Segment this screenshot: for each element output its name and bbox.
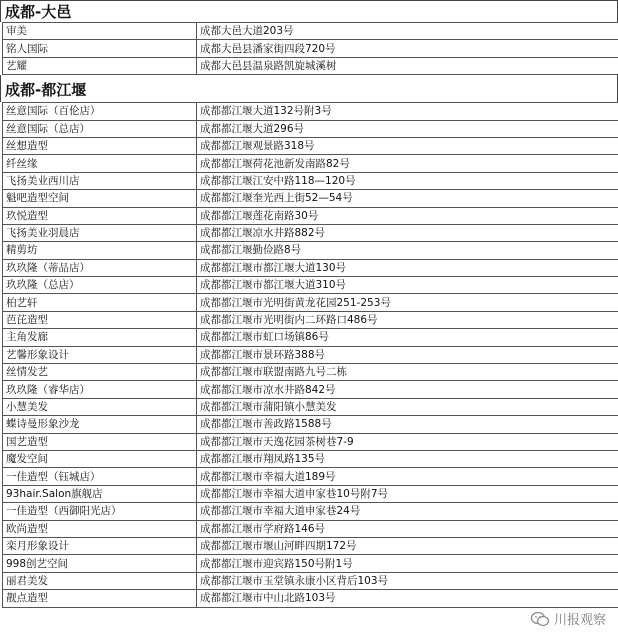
table-row bbox=[3, 433, 618, 450]
salon-name: 蝶诗曼形象沙龙 bbox=[3, 416, 197, 433]
salon-address: 成都都江堰市景环路388号 bbox=[197, 346, 618, 363]
table-row bbox=[3, 190, 618, 207]
salon-address: 成都都江堰莲花南路30号 bbox=[197, 207, 618, 224]
table-dayi bbox=[2, 22, 618, 75]
salon-address: 成都都江堰市幸福大道申家巷24号 bbox=[197, 503, 618, 520]
table-row bbox=[3, 503, 618, 520]
table-row bbox=[3, 416, 618, 433]
salon-name: 一佳造型（钰城店） bbox=[3, 468, 197, 485]
salon-name: 艺耀 bbox=[3, 57, 197, 74]
table-row bbox=[3, 224, 618, 241]
salon-address: 成都大邑大道203号 bbox=[197, 23, 618, 40]
table-row bbox=[3, 398, 618, 415]
salon-name: 魔发空间 bbox=[3, 450, 197, 467]
salon-name: 一佳造型（西御阳光店） bbox=[3, 503, 197, 520]
salon-address: 成都都江堰大道296号 bbox=[197, 120, 618, 137]
salon-name: 丽君美发 bbox=[3, 572, 197, 589]
salon-name: 丝情发艺 bbox=[3, 364, 197, 381]
table-row bbox=[3, 450, 618, 467]
salon-address: 成都大邑县温泉路凯旋城溪树 bbox=[197, 57, 618, 74]
table-row bbox=[3, 120, 618, 137]
salon-name: 玖悦造型 bbox=[3, 207, 197, 224]
section-title-dayi: 成都-大邑 bbox=[0, 0, 618, 22]
salon-address: 成都大邑县潘家街四段720号 bbox=[197, 40, 618, 57]
table-row bbox=[3, 381, 618, 398]
salon-address: 成都都江堰市联盟南路九号二栋 bbox=[197, 364, 618, 381]
salon-address: 成都都江堰市都江堰大道310号 bbox=[197, 277, 618, 294]
table-row bbox=[3, 259, 618, 276]
table-row bbox=[3, 207, 618, 224]
table-row bbox=[3, 155, 618, 172]
salon-address: 成都都江堰观景路318号 bbox=[197, 137, 618, 154]
salon-address: 成都都江堰勤俭路8号 bbox=[197, 242, 618, 259]
salon-name: 小慧美发 bbox=[3, 398, 197, 415]
salon-name: 丝想造型 bbox=[3, 137, 197, 154]
table-row bbox=[3, 364, 618, 381]
salon-address: 成都都江堰市迎宾路150号附1号 bbox=[197, 555, 618, 572]
salon-name: 玖玖隆（蒂品店） bbox=[3, 259, 197, 276]
table-row bbox=[3, 40, 618, 57]
salon-address: 成都都江堰荷花池新发南路82号 bbox=[197, 155, 618, 172]
watermark bbox=[530, 609, 606, 628]
table-row bbox=[3, 311, 618, 328]
salon-address: 成都都江堰市光明街内二环路口486号 bbox=[197, 311, 618, 328]
salon-address: 成都都江堰市善政路1588号 bbox=[197, 416, 618, 433]
salon-name: 丝意国际（总店） bbox=[3, 120, 197, 137]
salon-address: 成都都江堰市蒲阳镇小慧美发 bbox=[197, 398, 618, 415]
salon-address: 成都都江堰市光明街黄龙花园251-253号 bbox=[197, 294, 618, 311]
salon-name: 主角发廊 bbox=[3, 329, 197, 346]
salon-address: 成都都江堰凉水井路882号 bbox=[197, 224, 618, 241]
salon-name: 国艺造型 bbox=[3, 433, 197, 450]
table-row bbox=[3, 242, 618, 259]
salon-address: 成都都江堰市幸福大道申家巷10号附7号 bbox=[197, 485, 618, 502]
salon-name: 飞扬美业羽晨店 bbox=[3, 224, 197, 241]
salon-name: 93hair.Salon旗舰店 bbox=[3, 485, 197, 502]
salon-address: 成都都江堰奎光西上街52—54号 bbox=[197, 190, 618, 207]
table-row bbox=[3, 329, 618, 346]
salon-name: 飞扬美业西川店 bbox=[3, 172, 197, 189]
salon-name: 魁吧造型空间 bbox=[3, 190, 197, 207]
table-row bbox=[3, 172, 618, 189]
section-title-dujiangyan: 成都-都江堰 bbox=[0, 75, 618, 102]
salon-name: 靓点造型 bbox=[3, 590, 197, 607]
table-row bbox=[3, 555, 618, 572]
salon-address: 成都都江堰市学府路146号 bbox=[197, 520, 618, 537]
table-row bbox=[3, 57, 618, 74]
salon-address: 成都都江堰市都江堰大道130号 bbox=[197, 259, 618, 276]
table-row bbox=[3, 103, 618, 120]
wechat-icon bbox=[530, 611, 550, 627]
salon-address: 成都都江堰市堰山河畔四期172号 bbox=[197, 537, 618, 554]
table-row bbox=[3, 277, 618, 294]
table-row bbox=[3, 537, 618, 554]
salon-address: 成都都江堰市翔凤路135号 bbox=[197, 450, 618, 467]
table-row bbox=[3, 485, 618, 502]
salon-name: 纤丝缘 bbox=[3, 155, 197, 172]
salon-name: 玖玖隆（总店） bbox=[3, 277, 197, 294]
salon-name: 丝意国际（百伦店） bbox=[3, 103, 197, 120]
table-row bbox=[3, 590, 618, 607]
salon-address: 成都都江堰市玉堂镇永康小区背后103号 bbox=[197, 572, 618, 589]
salon-name: 欧尚造型 bbox=[3, 520, 197, 537]
table-row bbox=[3, 137, 618, 154]
table-row bbox=[3, 23, 618, 40]
salon-address: 成都都江堰市虹口场镇86号 bbox=[197, 329, 618, 346]
salon-name: 审美 bbox=[3, 23, 197, 40]
table-row bbox=[3, 572, 618, 589]
table-row bbox=[3, 294, 618, 311]
salon-name: 艺馨形象设计 bbox=[3, 346, 197, 363]
salon-name: 精剪坊 bbox=[3, 242, 197, 259]
salon-name: 栾月形象设计 bbox=[3, 537, 197, 554]
table-dujiangyan bbox=[2, 102, 618, 607]
table-row bbox=[3, 520, 618, 537]
salon-address: 成都都江堰江安中路118—120号 bbox=[197, 172, 618, 189]
salon-name: 铭人国际 bbox=[3, 40, 197, 57]
salon-address: 成都都江堰市凉水井路842号 bbox=[197, 381, 618, 398]
table-row bbox=[3, 346, 618, 363]
salon-name: 柏艺轩 bbox=[3, 294, 197, 311]
watermark-text: 川报观察 bbox=[553, 613, 606, 628]
salon-name: 998创艺空间 bbox=[3, 555, 197, 572]
salon-address: 成都都江堰市天逸花园茶树巷7-9 bbox=[197, 433, 618, 450]
salon-address: 成都都江堰大道132号附3号 bbox=[197, 103, 618, 120]
table-row bbox=[3, 468, 618, 485]
salon-address: 成都都江堰市幸福大道189号 bbox=[197, 468, 618, 485]
salon-address: 成都都江堰市中山北路103号 bbox=[197, 590, 618, 607]
salon-name: 玖玖隆（睿华店） bbox=[3, 381, 197, 398]
salon-name: 芭芘造型 bbox=[3, 311, 197, 328]
